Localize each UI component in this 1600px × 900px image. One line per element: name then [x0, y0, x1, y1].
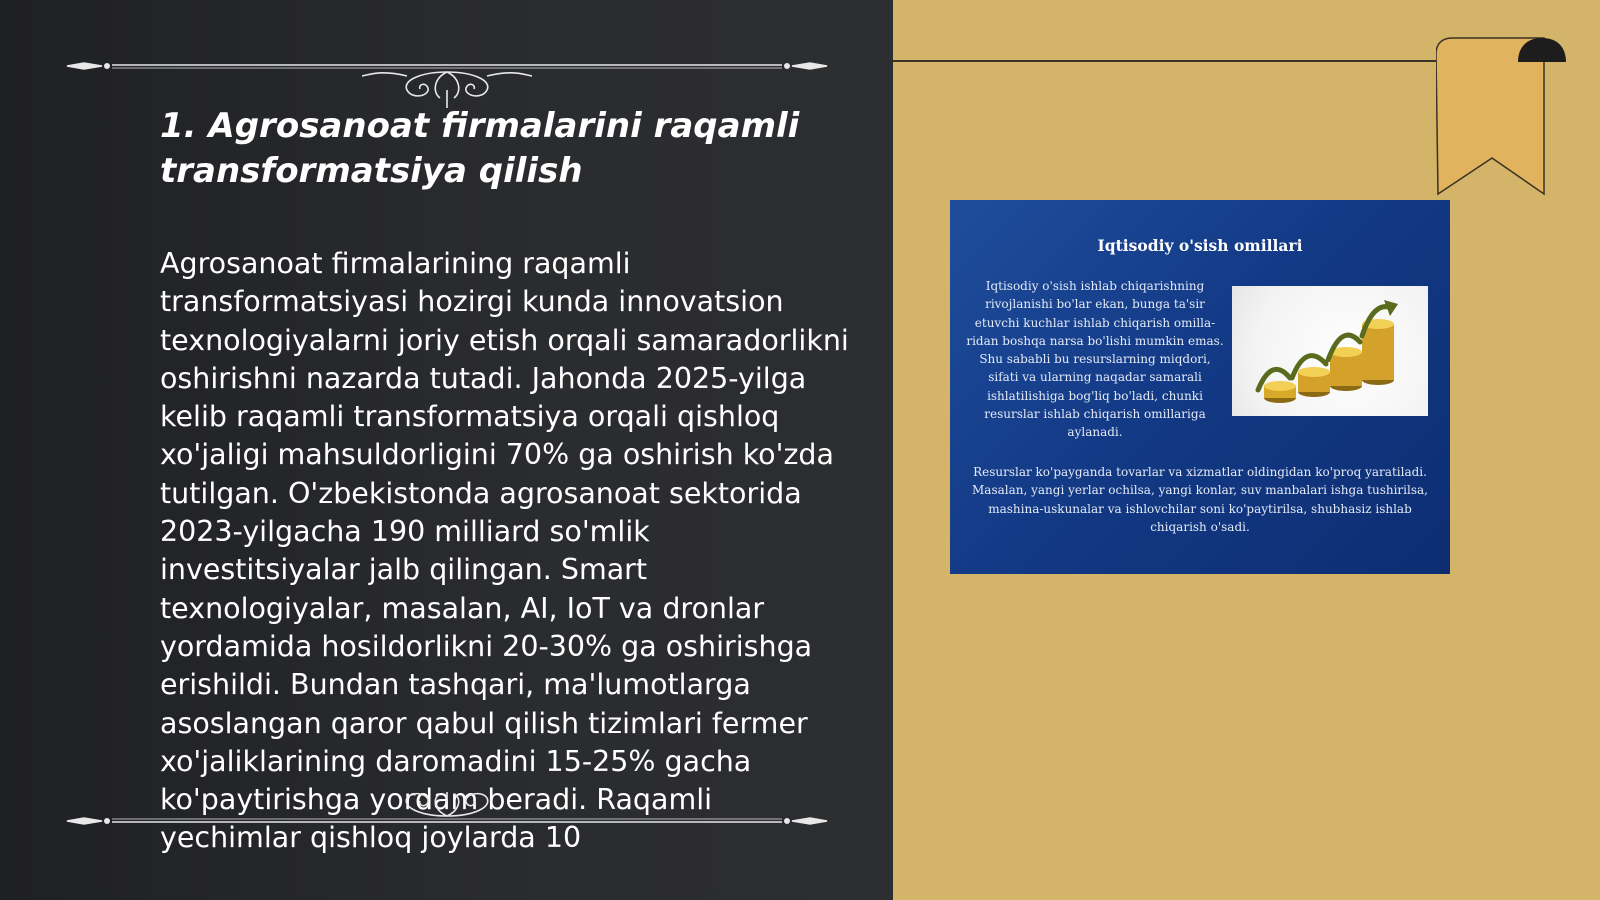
- bookmark-ribbon-icon: [1436, 36, 1586, 201]
- slide-title: 1. Agrosanoat firmalarini raqamli transformatsiya qilish: [160, 106, 800, 191]
- bottom-ornament-divider-icon: [62, 792, 832, 852]
- card-title: Iqtisodiy o'sish omillari: [1097, 236, 1303, 255]
- card-paragraph-1: Iqtisodiy o'sish ishlab chiqarishning rivojlanishi bo'lar ekan, bunga ta'sir etuvchi kuchlar ishlab chiqarish omilla-ridan boshqa narsa bo'lishi mumkin emas. Shu sababli bu resurslarning miqdori, sifati va ularning naqadar samarali ishlatilishiga bog'liq bo'ladi, chunki resurslar ishlab chiqarish omillariga aylanadi.: [966, 279, 1224, 440]
- info-card: [950, 200, 1450, 574]
- top-ornament-divider-icon: [62, 50, 832, 110]
- card-paragraph-2: Resurslar ko'payganda tovarlar va xizmatlar oldingidan ko'proq yaratiladi. Masalan, yangi yerlar ochilsa, yangi konlar, suv manbalari ishga tushirilsa, mashina-uskunalar va ishlovchilar soni ko'paytirilsa, shubhasiz ishlab chiqarish o'sadi.: [972, 465, 1428, 534]
- header-rule: [893, 60, 1453, 62]
- coin-stacks-growth-icon: [1232, 286, 1428, 416]
- slide-body-text: Agrosanoat firmalarining raqamli transformatsiyasi hozirgi kunda innovatsion texnologiyalarni joriy etish orqali samaradorlikni oshirishni nazarda tutadi. Jahonda 2025-yilga kelib raqamli transformatsiya orqali qishloq xo'jaligi mahsuldorligini 70% ga oshirish ko'zda tutilgan. O'zbekistonda agrosanoat sektorida 2023-yilgacha 190 milliard so'mlik investitsiyalar jalb qilingan. Smart texnologiyalar, masalan, AI, IoT va dronlar yordamida hosildorlikni 20-30% ga oshirishga erishildi. Bundan tashqari, ma'lumotlarga asoslangan qaror qabul qilish tizimlari fermer xo'jaliklarining daromadini 15-25% gacha ko'paytirishga yordam beradi. Raqamli yechimlar qishloq joylarda 10: [160, 247, 849, 855]
